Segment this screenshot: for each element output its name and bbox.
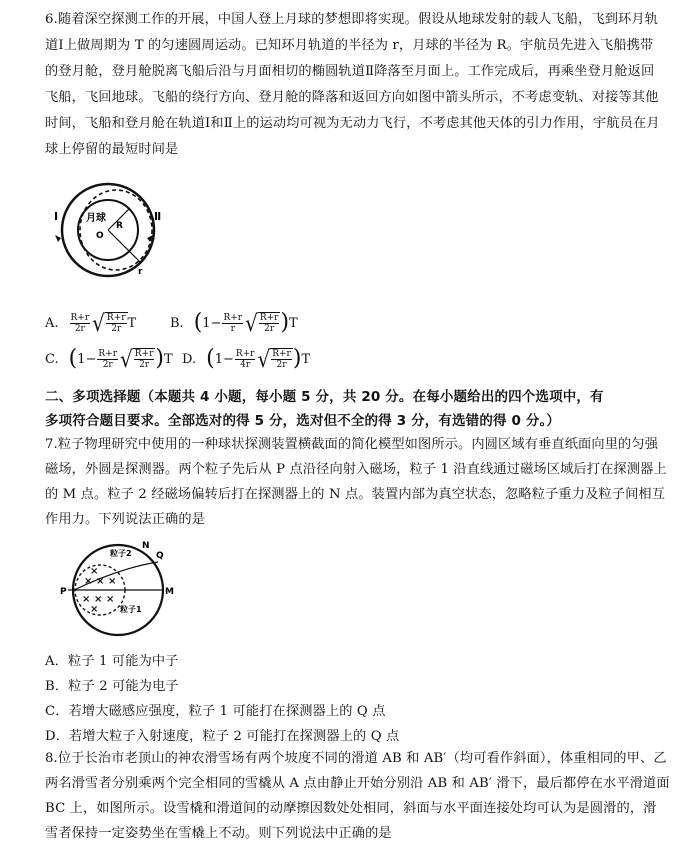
fraction: $\frac{R+r}{r}$: [223, 312, 243, 334]
q7-line: 磁场，外圆是探测器。两个粒子先后从 P 点沿径向射入磁场，粒子 1 沿直线通过磁场区域后打在探测器上: [45, 462, 667, 477]
option-letter: D.: [182, 351, 197, 367]
svg-text:×: ×: [82, 594, 91, 605]
sqrt: √ $\frac{R+r}{2r}$: [257, 345, 291, 373]
radius-r-label: r: [138, 267, 143, 277]
option-prefix: 1−: [77, 351, 97, 367]
q7-option-c[interactable]: C．若增大磁感应强度，粒子 1 可能打在探测器上的 Q 点: [45, 704, 386, 719]
q6-option-a[interactable]: [45, 308, 136, 338]
q7-line: 7.粒子物理研究中使用的一种球状探测装置横截面的简化模型如图所示。内圆区域有垂直纸面向里的匀强: [45, 437, 659, 452]
option-prefix: 1−: [202, 315, 222, 331]
q7-option-a[interactable]: A．粒子 1 可能为中子: [45, 654, 179, 669]
point-N-label: N: [142, 541, 150, 551]
orbit2-label: Ⅱ: [154, 210, 162, 223]
point-Q-label: Q: [156, 551, 164, 561]
point-P-label: P: [60, 587, 67, 597]
svg-text:×: ×: [84, 576, 93, 587]
section-heading-line: 二、多项选择题（本题共 4 小题，每小题 5 分，共 20 分。在每小题给出的四个选项中，有: [45, 389, 604, 405]
q6-line: 时间，飞船和登月舱在轨道Ⅰ和Ⅱ上的运动均可视为无动力飞行，不考虑其他天体的引力作用，宇航员在月: [45, 116, 660, 131]
sqrt: √ $\frac{R+r}{2r}$: [92, 309, 126, 337]
option-letter: B.: [170, 315, 184, 331]
radius-R-label: R: [116, 221, 123, 231]
option-suffix: T: [127, 315, 137, 331]
svg-text:×: ×: [94, 594, 103, 605]
option-suffix: T: [301, 351, 311, 367]
option-letter: C.: [45, 351, 59, 367]
fraction: $\frac{R+r}{2r}$: [98, 348, 118, 370]
section-heading-line: 多项符合题目要求。全部选对的得 5 分，选对但不全的得 3 分，有选错的得 0 分。）: [45, 413, 561, 429]
q6-line: 6.随着深空探测工作的开展，中国人登上月球的梦想即将实现。假设从地球发射的载人飞船，飞到环月轨: [45, 12, 659, 27]
particle1-label: 粒子1: [120, 605, 142, 614]
q6-option-b[interactable]: B. ( 1− $\frac{R+r}{r}$ √ $\frac{R+r}{2r}$ ) T: [170, 309, 298, 337]
q7-line: 的 M 点。粒子 2 经磁场偏转后打在探测器上的 N 点。装置内部为真空状态，忽略粒子重力及粒子间相互: [45, 487, 666, 502]
q6-option-d[interactable]: D. ( 1− $\frac{R+r}{4r}$ √ $\frac{R+r}{2r}$ ) T: [182, 345, 311, 373]
orbit1-label: Ⅰ: [54, 210, 59, 223]
q7-option-b[interactable]: B．粒子 2 可能为电子: [45, 679, 179, 694]
q6-line: 的登月舱，登月舱脱离飞船后沿与月面相切的椭圆轨道Ⅱ降落至月面上。工作完成后，再乘坐登月舱返回: [45, 64, 655, 79]
q7-detector-figure: [60, 540, 180, 640]
q6-option-c[interactable]: C. ( 1− $\frac{R+r}{2r}$ √ $\frac{R+r}{2r}$ ) T: [45, 345, 173, 373]
sqrt: √ $\frac{R+r}{2r}$: [120, 345, 154, 373]
svg-text:×: ×: [96, 576, 105, 587]
option-suffix: T: [163, 351, 173, 367]
q8-line: 两名滑雪者分别乘两个完全相同的雪橇从 A 点由静止开始分别沿 AB 和 AB′ 滑下，最后都停在水平滑道面: [45, 776, 670, 791]
center-label: O: [96, 231, 104, 241]
svg-text:×: ×: [90, 566, 99, 577]
moon-label: 月球: [86, 213, 106, 224]
q6-orbit-figure: [50, 180, 170, 280]
q8-line: BC 上，如图所示。设雪橇和滑道间的动摩擦因数处处相同，斜面与水平面连接处均可认为是圆滑的，滑: [45, 801, 657, 816]
q6-line: 道Ⅰ上做周期为 T 的匀速圆周运动。已知环月轨道的半径为 r，月球的半径为 R。宇航员先进入飞船携带: [45, 38, 654, 53]
svg-text:×: ×: [90, 604, 99, 615]
svg-text:×: ×: [106, 594, 115, 605]
q8-line: 雪者保持一定姿势坐在雪橇上不动。则下列说法中正确的是: [45, 826, 392, 841]
fraction: $\frac{R+r}{2r}$: [70, 312, 90, 334]
fraction: $\frac{R+r}{4r}$: [235, 348, 255, 370]
particle2-label: 粒子2: [110, 549, 132, 558]
option-prefix: 1−: [214, 351, 234, 367]
q7-option-d[interactable]: D．若增大粒子入射速度，粒子 2 可能打在探测器上的 Q 点: [45, 729, 400, 744]
svg-text:×: ×: [108, 576, 117, 587]
q8-line: 8.位于长治市老顶山的神农滑雪场有两个坡度不同的滑道 AB 和 AB′（均可看作斜面），体重相同的甲、乙: [45, 751, 667, 766]
option-suffix: T: [289, 315, 298, 331]
option-letter: A.: [45, 315, 59, 331]
q6-line: 飞船，飞回地球。飞船的绕行方向、登月舱的降落和返回方向如图中箭头所示，不考虑变轨、对接等其他: [45, 90, 659, 105]
point-M-label: M: [165, 587, 174, 597]
sqrt: √ $\frac{R+r}{2r}$: [245, 309, 279, 337]
q6-line: 球上停留的最短时间是: [45, 142, 179, 157]
q7-line: 作用力。下列说法正确的是: [45, 512, 206, 527]
